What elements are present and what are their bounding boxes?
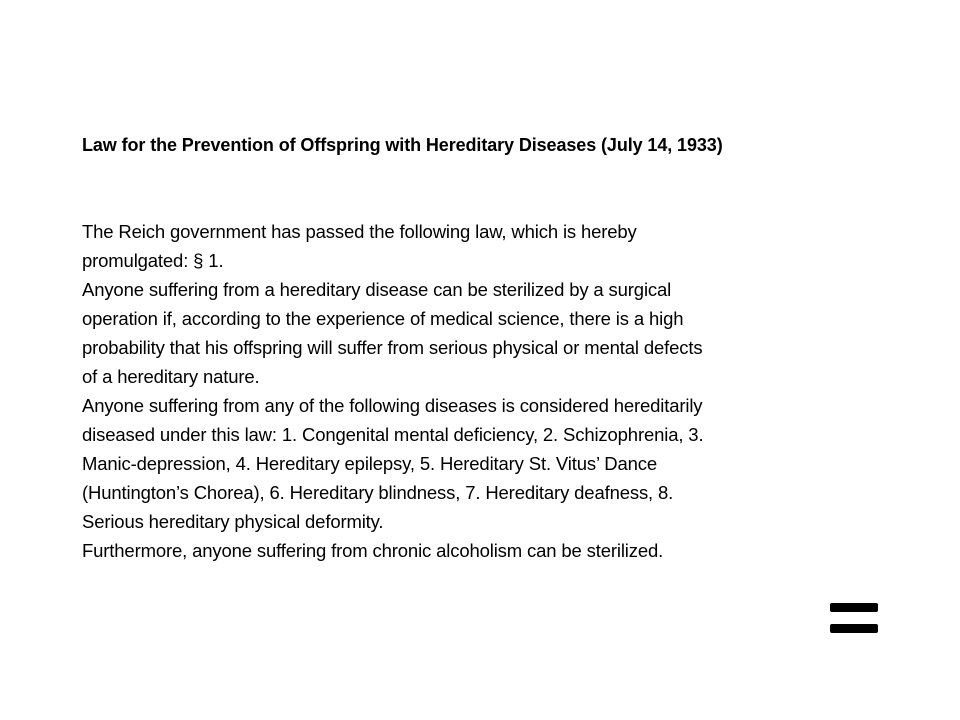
equals-icon bbox=[830, 603, 878, 633]
equals-icon-top-bar bbox=[830, 603, 878, 612]
body-text bbox=[82, 217, 882, 565]
page-title: Law for the Prevention of Offspring with Hereditary Diseases (July 14, 1933) bbox=[82, 135, 723, 155]
paragraph-3 bbox=[82, 391, 882, 536]
text-line: promulgated: § 1. bbox=[82, 250, 224, 271]
equals-icon-bottom-bar bbox=[830, 624, 878, 633]
text-line: Manic-depression, 4. Hereditary epilepsy, 5. Hereditary St. Vitus’ Dance bbox=[82, 453, 657, 474]
text-line: of a hereditary nature. bbox=[82, 366, 260, 387]
text-line: Serious hereditary physical deformity. bbox=[82, 511, 384, 532]
paragraph-2 bbox=[82, 275, 882, 391]
text-line: Furthermore, anyone suffering from chronic alcoholism can be sterilized. bbox=[82, 540, 664, 561]
text-line: Anyone suffering from any of the following diseases is considered hereditarily bbox=[82, 395, 703, 416]
text-line: diseased under this law: 1. Congenital mental deficiency, 2. Schizophrenia, 3. bbox=[82, 424, 704, 445]
text-line: The Reich government has passed the following law, which is hereby bbox=[82, 221, 637, 242]
text-line: probability that his offspring will suffer from serious physical or mental defects bbox=[82, 337, 703, 358]
text-line: (Huntington’s Chorea), 6. Hereditary blindness, 7. Hereditary deafness, 8. bbox=[82, 482, 674, 503]
paragraph-1 bbox=[82, 217, 882, 275]
paragraph-4 bbox=[82, 536, 882, 565]
text-line: operation if, according to the experience of medical science, there is a high bbox=[82, 308, 684, 329]
text-line: Anyone suffering from a hereditary disease can be sterilized by a surgical bbox=[82, 279, 672, 300]
